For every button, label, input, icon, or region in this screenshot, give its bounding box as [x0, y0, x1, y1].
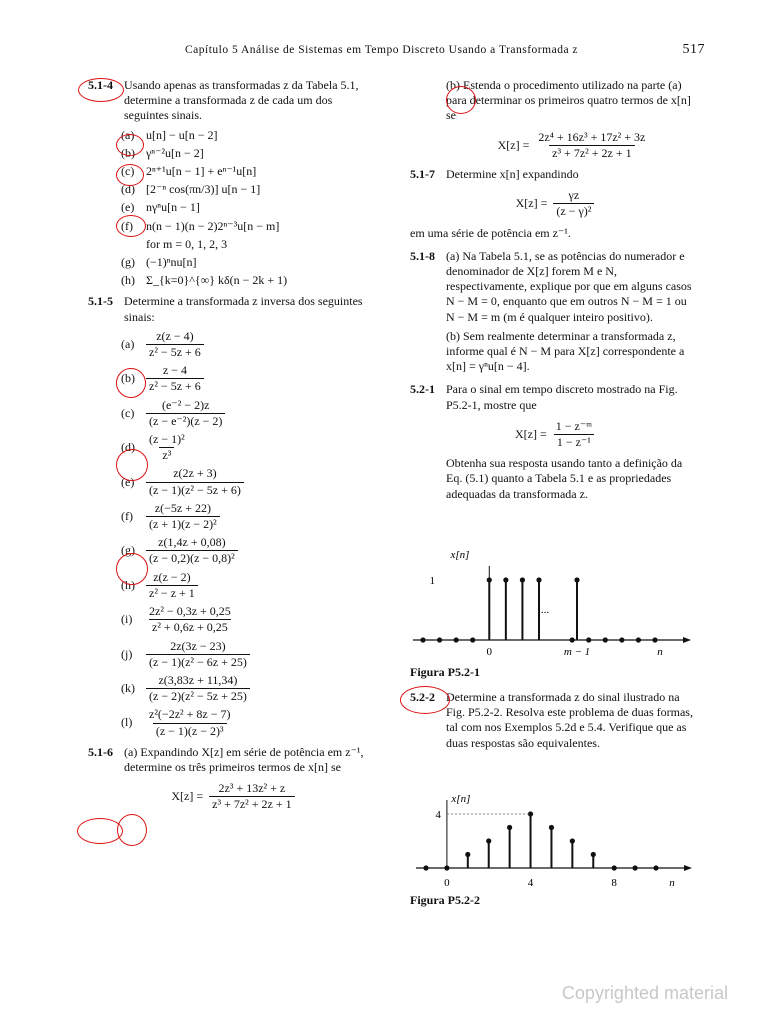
problem-number: 5.1-5 — [88, 294, 113, 309]
x-tick-label: 4 — [527, 877, 534, 889]
x-tick-label: 0 — [486, 646, 493, 657]
item-label: (a) — [121, 336, 135, 351]
numerator: 2z(3z − 23) — [170, 638, 226, 653]
problem-text: Estenda o procedimento utilizado na parte (a) para determinar os primeiros quatro termos de x[n] se — [446, 78, 691, 123]
item-label: (l) — [121, 715, 133, 730]
equation — [410, 188, 700, 219]
item-label: (g) — [121, 255, 135, 270]
denominator: z² + 0,6z + 0,25 — [149, 619, 231, 635]
item-label: (b) — [121, 371, 135, 386]
item-expression: u[n] − u[n − 2] — [146, 127, 218, 142]
numerator: (z − 1)² — [149, 432, 185, 447]
problem-5-2-2 — [410, 690, 700, 751]
problem-number: 5.1-7 — [410, 167, 435, 182]
fraction — [146, 639, 250, 670]
item-expression: 2ⁿ⁺¹u[n − 1] + eⁿ⁻¹u[n] — [146, 164, 257, 179]
annotation-circle — [116, 215, 146, 237]
item-label: (g) — [121, 543, 135, 558]
fraction — [146, 501, 220, 532]
annotation-circle — [446, 86, 476, 114]
problem-items — [121, 128, 378, 289]
problem-item — [121, 398, 378, 429]
problem-item — [121, 707, 378, 738]
stem-point — [636, 637, 641, 642]
denominator: (z + 1)(z − 2)² — [146, 516, 220, 532]
fraction — [146, 432, 188, 463]
numerator: z(3,83z + 11,34) — [158, 672, 238, 687]
numerator: 2z⁴ + 16z³ + 17z² + 3z — [538, 129, 646, 144]
x-tick-label: 0 — [444, 877, 450, 889]
stem-point — [486, 838, 491, 843]
problem-item — [121, 639, 378, 670]
problem-5-1-6 — [88, 745, 378, 813]
stem-point — [586, 637, 591, 642]
y-tick-label: 1 — [429, 575, 435, 587]
problem-5-1-8 — [410, 249, 700, 375]
fraction — [146, 535, 238, 566]
problem-item — [121, 604, 378, 635]
fraction — [146, 466, 244, 497]
numerator: z²(−2z² + 8z − 7) — [149, 707, 231, 722]
numerator: z − 4 — [162, 363, 187, 378]
annotation-circle — [116, 368, 146, 398]
problem-text-after: Obtenha sua resposta usando tanto a definição da Eq. (5.1) quanto a Tabela 5.1 e as propriedades adequadas da transformada z. — [446, 456, 683, 501]
x-axis-arrow — [684, 865, 692, 871]
item-expression: γⁿ⁻²u[n − 2] — [146, 145, 204, 160]
numerator: 2z³ + 13z² + z — [218, 781, 286, 796]
page-number: 517 — [682, 42, 705, 57]
item-label: (c) — [121, 164, 135, 179]
part-text: Sem realmente determinar a transformada z, informe qual é N − M para X[z] correspondente a x[n] = γⁿu[n − 4]. — [446, 328, 685, 374]
problem-item — [121, 501, 378, 532]
stem-point — [465, 852, 470, 857]
item-label: (c) — [121, 405, 135, 420]
equation — [88, 781, 378, 812]
fraction — [146, 673, 250, 704]
part-text: Na Tabela 5.1, se as potências do numerador e denominador de X[z] forem M e N, respectivamente, explique por que em alguns casos N − M = 0, enquanto que em outros N − M = 1 ou N − M = m (m é qualquer inteiro positivo). — [446, 248, 692, 324]
numerator: z(−5z + 22) — [154, 500, 211, 515]
running-title: Capítulo 5 Análise de Sistemas em Tempo Discreto Usando a Transformada z — [185, 44, 579, 56]
denominator: z³ + 7z² + 2z + 1 — [209, 796, 294, 812]
stem-point — [444, 865, 449, 870]
stem-point — [536, 577, 541, 582]
stem-point — [570, 838, 575, 843]
stem-point — [520, 577, 525, 582]
numerator: z(2z + 3) — [173, 466, 217, 481]
stem-point — [454, 637, 459, 642]
problem-5-1-7 — [410, 167, 700, 241]
problem-text-after: em uma série de potência em z⁻¹. — [410, 225, 571, 240]
problem-item — [121, 570, 378, 601]
annotation-circle — [116, 553, 148, 585]
stem-point — [591, 852, 596, 857]
y-axis-label: x[n] — [451, 793, 471, 805]
item-label: (e) — [121, 474, 135, 489]
stem-point — [487, 577, 492, 582]
denominator: (z − e⁻²)(z − 2) — [146, 413, 225, 429]
problem-item — [121, 128, 378, 143]
stem-point — [423, 865, 428, 870]
item-label: (e) — [121, 200, 135, 215]
problem-text: Determine x[n] expandindo — [446, 167, 579, 182]
figure-caption: Figura P5.2-2 — [410, 893, 480, 907]
equation — [446, 130, 700, 161]
denominator: 1 − z⁻¹ — [554, 434, 594, 450]
problem-number: 5.2-2 — [410, 690, 435, 704]
item-expression: [2⁻ⁿ cos(πn/3)] u[n − 1] — [146, 182, 261, 197]
stem-point — [612, 865, 617, 870]
fraction — [146, 363, 204, 394]
denominator: z³ + 7z² + 2z + 1 — [549, 145, 634, 161]
item-label: (a) — [121, 127, 135, 142]
problem-item — [121, 329, 378, 360]
x-tick-label: m − 1 — [563, 646, 591, 657]
denominator: (z − 1)(z² − 6z + 25) — [146, 654, 250, 670]
problem-item — [121, 535, 378, 566]
page-header — [185, 44, 705, 56]
item-expression: Σ_{k=0}^{∞} kδ(n − 2k + 1) — [146, 273, 288, 288]
fraction — [146, 570, 198, 601]
fraction — [535, 130, 648, 161]
y-tick-label: 4 — [435, 809, 441, 821]
part-label: (b) — [446, 78, 460, 92]
problem-item — [121, 432, 378, 463]
fraction — [146, 707, 233, 738]
denominator: (z − 1)(z − 2)³ — [153, 723, 227, 739]
problem-text: Usando apenas as transformadas z da Tabela 5.1, determine a transformada z de cada um dos seguintes sinais. — [124, 78, 359, 123]
fraction — [146, 604, 234, 635]
annotation-circle — [78, 78, 124, 102]
problem-5-2-1 — [410, 382, 700, 501]
problem-item — [121, 164, 378, 179]
numerator: γz — [568, 188, 580, 203]
problem-5-1-5 — [88, 294, 378, 738]
item-label: (d) — [121, 182, 135, 197]
stem-point — [420, 637, 425, 642]
numerator: (e⁻² − 2)z — [162, 397, 210, 412]
fraction — [553, 419, 595, 450]
right-column — [410, 78, 700, 508]
problem-item — [121, 255, 378, 270]
annotation-circle — [116, 449, 148, 481]
item-label: (b) — [121, 145, 135, 160]
problem-item — [121, 673, 378, 704]
item-expression: nγⁿu[n − 1] — [146, 200, 200, 215]
stem-point — [652, 637, 657, 642]
equation-lhs: X[z] = — [171, 789, 204, 804]
denominator: (z − 1)(z² − 5z + 6) — [146, 482, 244, 498]
equation-lhs: X[z] = — [497, 137, 530, 152]
annotation-circle — [116, 134, 144, 156]
denominator: (z − 0,2)(z − 0,8)² — [146, 550, 238, 566]
denominator: z² − z + 1 — [146, 585, 198, 601]
stem-point — [437, 637, 442, 642]
x-tick-label: 8 — [611, 877, 617, 889]
annotation-circle — [117, 814, 147, 846]
problem-text: Expandindo X[z] em série de potência em z⁻¹, determine os três primeiros termos de x[n] se — [124, 744, 364, 774]
numerator: z(z − 4) — [156, 328, 194, 343]
figure-p5-2-1 — [405, 545, 695, 657]
fraction — [146, 329, 204, 360]
problem-text: Determine a transformada z do sinal ilustrado na Fig. P5.2-2. Resolva este problema de duas formas, tal com nos Exemplos 5.2d e 5.4. Verifique que as duas respostas são equivalentes. — [446, 690, 693, 750]
denominator: z² − 5z + 6 — [146, 378, 204, 394]
item-label: (f) — [121, 508, 133, 523]
item-expression: for m = 0, 1, 2, 3 — [146, 236, 228, 251]
problem-item — [121, 200, 378, 215]
problem-text: Para o sinal em tempo discreto mostrado na Fig. P5.2-1, mostre que — [446, 382, 678, 412]
stem-point — [574, 577, 579, 582]
problem-item — [121, 146, 378, 161]
problem-number: 5.1-6 — [88, 744, 113, 759]
item-expression: n(n − 1)(n − 2)2ⁿ⁻³u[n − m] — [146, 218, 280, 233]
item-label: (j) — [121, 646, 133, 661]
item-label: (h) — [121, 273, 135, 288]
problem-number: 5.1-8 — [410, 248, 435, 263]
denominator: (z − γ)² — [553, 203, 594, 219]
denominator: z² − 5z + 6 — [146, 344, 204, 360]
fraction — [209, 781, 294, 812]
stem-point — [653, 865, 658, 870]
fraction — [553, 188, 594, 219]
item-label: (h) — [121, 577, 135, 592]
figure-caption: Figura P5.2-1 — [410, 665, 480, 679]
ellipsis: ... — [540, 604, 550, 616]
stem-point — [603, 637, 608, 642]
item-label: (i) — [121, 612, 133, 627]
part-label: (a) — [446, 248, 460, 263]
stem-point — [549, 825, 554, 830]
problem-item — [121, 182, 378, 197]
equation — [410, 419, 700, 450]
part-label: (a) — [124, 744, 138, 759]
problem-5-1-6b — [446, 78, 700, 161]
problem-item — [121, 363, 378, 394]
figure-p5-2-2 — [410, 790, 700, 890]
problem-item — [121, 466, 378, 497]
stem-point — [503, 577, 508, 582]
numerator: 1 − z⁻ᵐ — [555, 418, 593, 433]
denominator: z³ — [159, 447, 174, 463]
problem-item — [121, 273, 378, 288]
numerator: 2z² − 0,3z + 0,25 — [149, 604, 231, 619]
x-axis-arrow — [683, 637, 691, 643]
denominator: (z − 2)(z² − 5z + 25) — [146, 688, 250, 704]
problem-number: 5.1-4 — [88, 78, 113, 92]
problem-number: 5.2-1 — [410, 382, 435, 397]
annotation-circle — [116, 164, 144, 186]
problem-item — [121, 219, 378, 234]
y-axis-label: x[n] — [450, 549, 470, 561]
stem-point — [507, 825, 512, 830]
stem-point — [470, 637, 475, 642]
stem-point — [619, 637, 624, 642]
problem-items — [121, 329, 378, 739]
item-label: (k) — [121, 681, 135, 695]
equation-lhs: X[z] = — [515, 196, 548, 211]
item-expression: (−1)ⁿnu[n] — [146, 255, 197, 270]
x-axis-name: n — [657, 646, 663, 657]
equation-lhs: X[z] = — [514, 426, 547, 441]
part-label: (b) — [446, 328, 460, 343]
numerator: z(z − 2) — [153, 569, 191, 584]
stem-point — [570, 637, 575, 642]
fraction — [146, 398, 225, 429]
stem-point — [632, 865, 637, 870]
item-label: (d) — [121, 440, 135, 455]
problem-text: Determine a transformada z inversa dos seguintes sinais: — [124, 294, 363, 324]
problem-item — [121, 237, 378, 252]
numerator: z(1,4z + 0,08) — [158, 535, 226, 550]
x-axis-name: n — [669, 877, 675, 889]
item-label: (f) — [121, 218, 133, 233]
watermark: Copyrighted material — [561, 983, 728, 1003]
annotation-circle — [400, 686, 450, 714]
